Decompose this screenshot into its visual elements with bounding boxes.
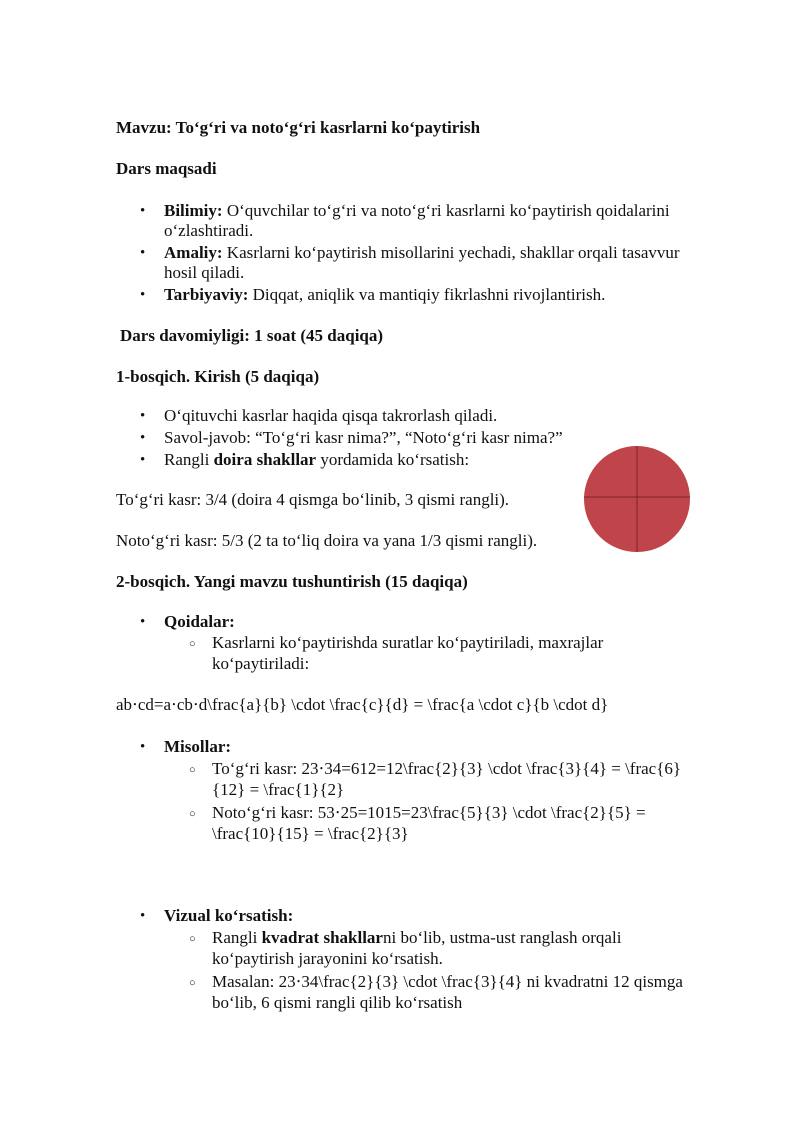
bullet-dot: • (140, 430, 146, 446)
rule-text-cont: ko‘paytiriladi: (212, 654, 310, 673)
bold-term: kvadrat shakllar (261, 928, 383, 947)
bullet-dot: • (140, 739, 146, 755)
improper-fraction-text: Noto‘g‘ri kasr: 5/3 (2 ta to‘liq doira va yana 1/3 qismi rangli). (116, 531, 538, 550)
bullet-dot: • (140, 245, 146, 261)
example-proper-cont: {12} = \frac{1}{2} (212, 780, 345, 799)
rule-text: Kasrlarni ko‘paytirishda suratlar ko‘paytiriladi, maxrajlar (212, 633, 604, 652)
title-label: Mavzu: (116, 118, 172, 137)
goal-label: Tarbiyaviy: (164, 285, 249, 304)
goal-label: Bilimiy: (164, 201, 223, 220)
bullet-dot: • (140, 908, 146, 924)
proper-fraction-text: To‘g‘ri kasr: 3/4 (doira 4 qismga bo‘linib, 3 qismi rangli). (116, 490, 510, 509)
visual-label: Vizual ko‘rsatish: (164, 906, 294, 925)
example-improper-cont: \frac{10}{15} = \frac{2}{3} (212, 824, 409, 843)
example-improper: Noto‘g‘ri kasr: 53⋅25=1015=23\frac{5}{3} \cdot \frac{2}{5} = (212, 803, 646, 822)
rules-label: Qoidalar: (164, 612, 235, 631)
sub-bullet-circle: ○ (189, 808, 196, 820)
visual-example: Masalan: 23⋅34\frac{2}{3} \cdot \frac{3}{4} ni kvadratni 12 qismga (212, 972, 683, 991)
bold-term: doira shakllar (213, 450, 317, 469)
goal-item-knowledge-cont: o‘zlashtiradi. (164, 221, 254, 240)
stage1-item: O‘qituvchi kasrlar haqida qisqa takrorlash qiladi. (164, 406, 498, 425)
sub-bullet-circle: ○ (189, 764, 196, 776)
stage1-item: Savol-javob: “To‘g‘ri kasr nima?”, “Noto‘g‘ri kasr nima?” (164, 428, 563, 447)
goals-heading: Dars maqsadi (116, 159, 217, 178)
goal-text: Kasrlarni ko‘paytirish misollarini yechadi, shakllar orqali tasavvur (226, 243, 680, 262)
goal-label: Amaliy: (164, 243, 223, 262)
visual-example-cont: bo‘lib, 6 qismi rangli qilib ko‘rsatish (212, 993, 463, 1012)
title-text: To‘g‘ri va noto‘g‘ri kasrlarni ko‘paytirish (175, 118, 481, 137)
lesson-title (116, 118, 480, 138)
stage1-item-shapes: Rangli doira shakllar yordamida ko‘rsatish: (164, 450, 470, 469)
bullet-dot: • (140, 452, 146, 468)
goal-text: Diqqat, aniqlik va mantiqiy fikrlashni rivojlantirish. (252, 285, 606, 304)
visual-item-squares-cont: ko‘paytirish jarayonini ko‘rsatish. (212, 949, 443, 968)
fraction-circle-figure (581, 445, 693, 553)
bullet-dot: • (140, 287, 146, 303)
goal-text: O‘quvchilar to‘g‘ri va noto‘g‘ri kasrlarni ko‘paytirish qoidalarini (226, 201, 670, 220)
sub-bullet-circle: ○ (189, 933, 196, 945)
visual-item-squares: Rangli kvadrat shakllarni bo‘lib, ustma-ust ranglash orqali (212, 928, 622, 947)
bullet-dot: • (140, 408, 146, 424)
multiplication-formula: ab⋅cd=a⋅cb⋅d\frac{a}{b} \cdot \frac{c}{d} = \frac{a \cdot c}{b \cdot d} (116, 695, 609, 714)
example-proper: To‘g‘ri kasr: 23⋅34=612=12\frac{2}{3} \cdot \frac{3}{4} = \frac{6} (212, 759, 682, 778)
sub-bullet-circle: ○ (189, 638, 196, 650)
bullet-dot: • (140, 203, 146, 219)
goal-item-educational (164, 285, 605, 305)
goal-item-knowledge (164, 201, 670, 221)
stage2-heading: 2-bosqich. Yangi mavzu tushuntirish (15 daqiqa) (116, 572, 468, 591)
goal-item-practical (164, 243, 680, 263)
examples-label: Misollar: (164, 737, 232, 756)
duration-heading: Dars davomiyligi: 1 soat (45 daqiqa) (120, 326, 384, 345)
sub-bullet-circle: ○ (189, 977, 196, 989)
goal-item-practical-cont: hosil qiladi. (164, 263, 245, 282)
stage1-heading: 1-bosqich. Kirish (5 daqiqa) (116, 367, 320, 386)
bullet-dot: • (140, 614, 146, 630)
